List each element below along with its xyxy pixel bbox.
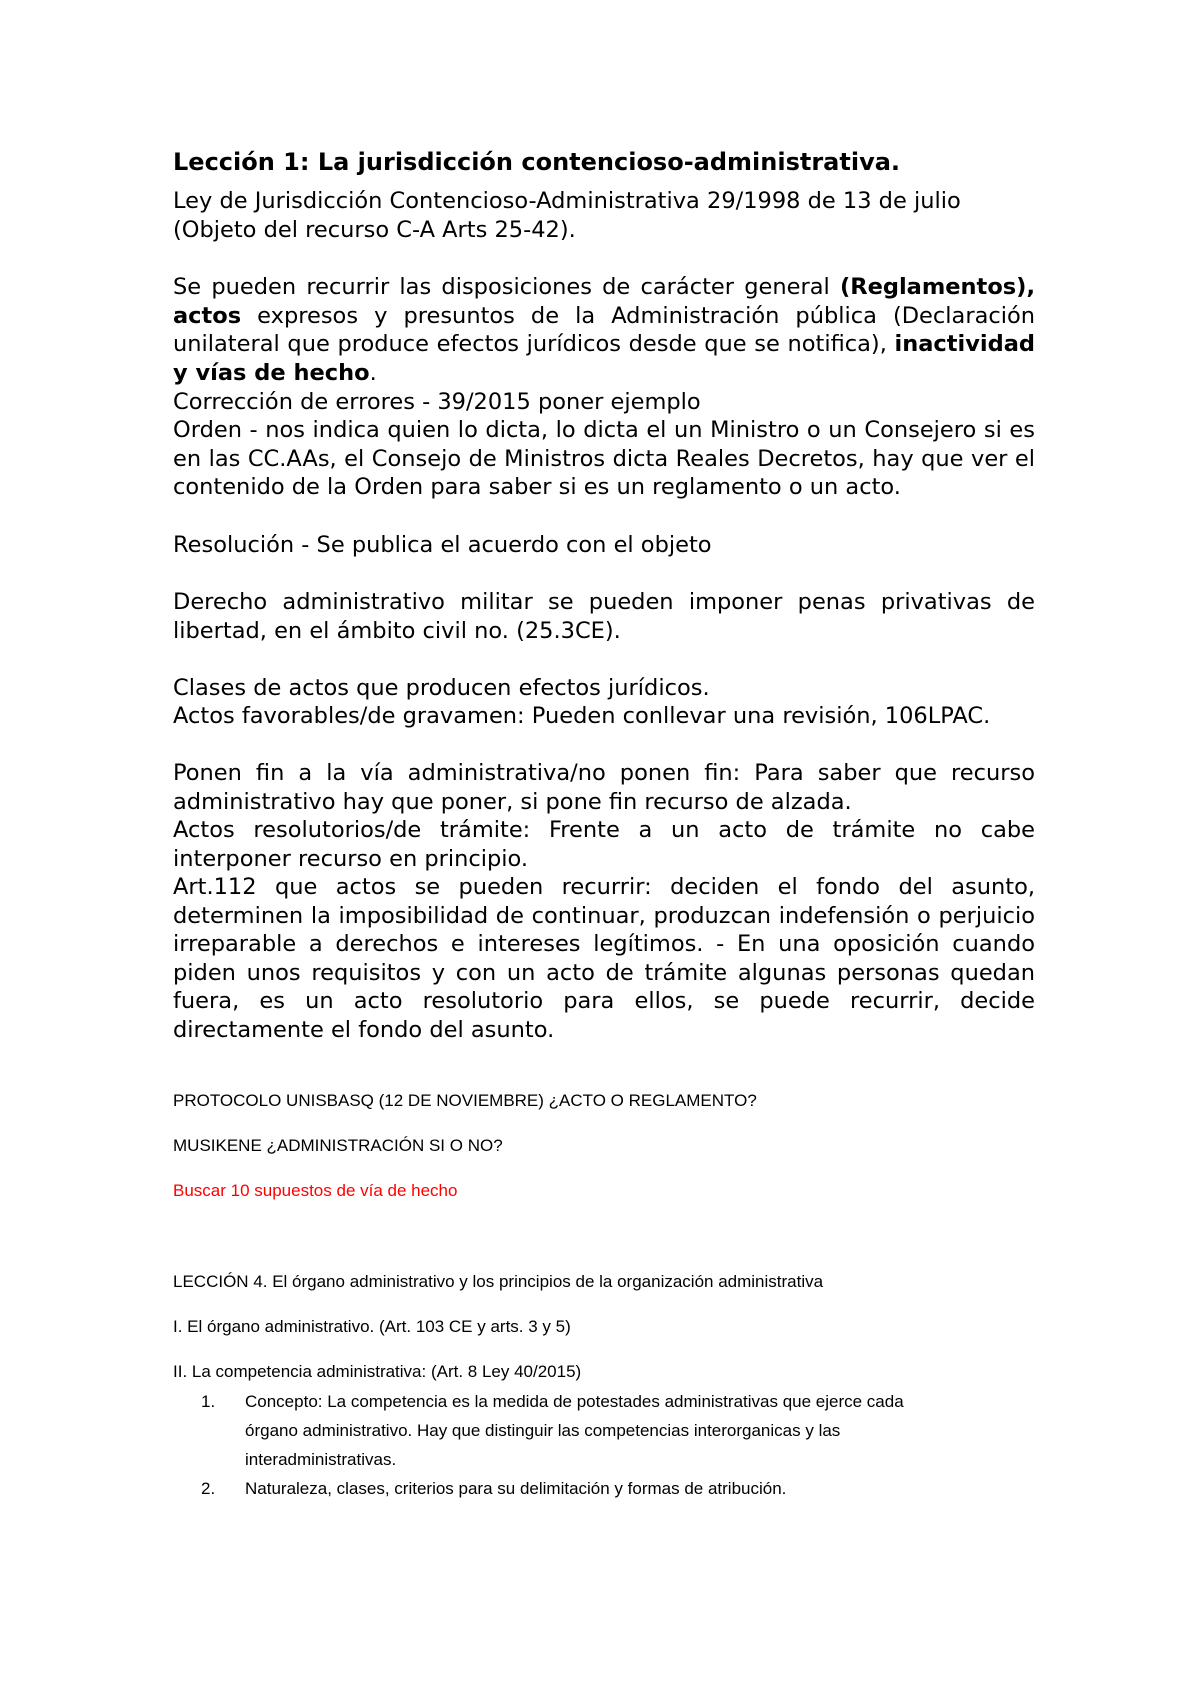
law-line-1: Ley de Jurisdicción Contencioso-Administrativa 29/1998 de 13 de julio xyxy=(173,188,961,214)
law-line-2: (Objeto del recurso C-A Arts 25-42). xyxy=(173,216,576,243)
law-reference xyxy=(173,187,1035,244)
recurribles-text-1: Se pueden recurrir las disposiciones de carácter general xyxy=(173,274,840,300)
resolucion-line: Resolución - Se publica el acuerdo con el objeto xyxy=(173,532,712,558)
competencia-list xyxy=(173,1387,1003,1503)
buscar-note: Buscar 10 supuestos de vía de hecho xyxy=(173,1181,458,1200)
lesson4-section-2: II. La competencia administrativa: (Art. 8 Ley 40/2015) xyxy=(173,1362,582,1381)
list-item xyxy=(173,1387,1003,1474)
recurribles-paragraph xyxy=(173,273,1035,387)
list-number: 2. xyxy=(201,1479,216,1498)
orden-paragraph: Orden - nos indica quien lo dicta, lo dicta el un Ministro o un Consejero si es en las CC.AAs, el Consejo de Ministros dicta Reales Decretos, hay que ver el contenido de la Orden para saber si es un reglamento o un acto. xyxy=(173,417,1035,500)
actos-favorables: Actos favorables/de gravamen: Pueden conllevar una revisión, 106LPAC. xyxy=(173,703,991,729)
list-item-line: órgano administrativo. Hay que distinguir las competencias interorganicas y las xyxy=(245,1421,841,1440)
correccion-errores: Corrección de errores - 39/2015 poner ejemplo xyxy=(173,389,701,415)
musikene-note: MUSIKENE ¿ADMINISTRACIÓN SI O NO? xyxy=(173,1136,503,1155)
lesson4-title: LECCIÓN 4. El órgano administrativo y los principios de la organización administrativa xyxy=(173,1272,824,1291)
fin-via-administrativa: Ponen fin a la vía administrativa/no ponen fin: Para saber que recurso administrativo hay que poner, si pone fin recurso de alzada. xyxy=(173,760,1035,815)
recurribles-text-3: . xyxy=(369,359,377,386)
lesson4-section-1: I. El órgano administrativo. (Art. 103 CE y arts. 3 y 5) xyxy=(173,1317,571,1336)
list-item-line: interadministrativas. xyxy=(245,1450,397,1469)
lesson1-title: Lección 1: La jurisdicción contencioso-administrativa. xyxy=(173,148,901,176)
militar-paragraph: Derecho administrativo militar se pueden imponer penas privativas de libertad, en el ámbito civil no. (25.3CE). xyxy=(173,589,1035,644)
actos-resolutorios: Actos resolutorios/de trámite: Frente a un acto de trámite no cabe interponer recurso en principio. xyxy=(173,817,1035,872)
list-item-line: Naturaleza, clases, criterios para su delimitación y formas de atribución. xyxy=(245,1479,787,1498)
list-number: 1. xyxy=(201,1392,216,1411)
recurribles-bold-2: inactividad y vías de hecho xyxy=(173,331,1035,386)
clases-heading: Clases de actos que producen efectos jurídicos. xyxy=(173,675,710,701)
list-item-line: Concepto: La competencia es la medida de potestades administrativas que ejerce cada xyxy=(245,1392,904,1411)
list-item xyxy=(173,1474,1003,1503)
art112-paragraph: Art.112 que actos se pueden recurrir: deciden el fondo del asunto, determinen la imposibilidad de continuar, produzcan indefensión o perjuicio irreparable a derechos e intereses legítimos. - En una oposición cuando piden unos requisitos y con un acto de trámite algunas personas quedan fuera, es un acto resolutorio para ellos, se puede recurrir, decide directamente el fondo del asunto. xyxy=(173,874,1035,1043)
protocolo-note: PROTOCOLO UNISBASQ (12 DE NOVIEMBRE) ¿ACTO O REGLAMENTO? xyxy=(173,1091,757,1110)
recurribles-bold-1: (Reglamentos), actos xyxy=(173,274,1035,329)
recurribles-text-2: expresos y presuntos de la Administración pública (Declaración unilateral que produce efectos jurídicos desde que se notifica), xyxy=(173,302,1035,357)
